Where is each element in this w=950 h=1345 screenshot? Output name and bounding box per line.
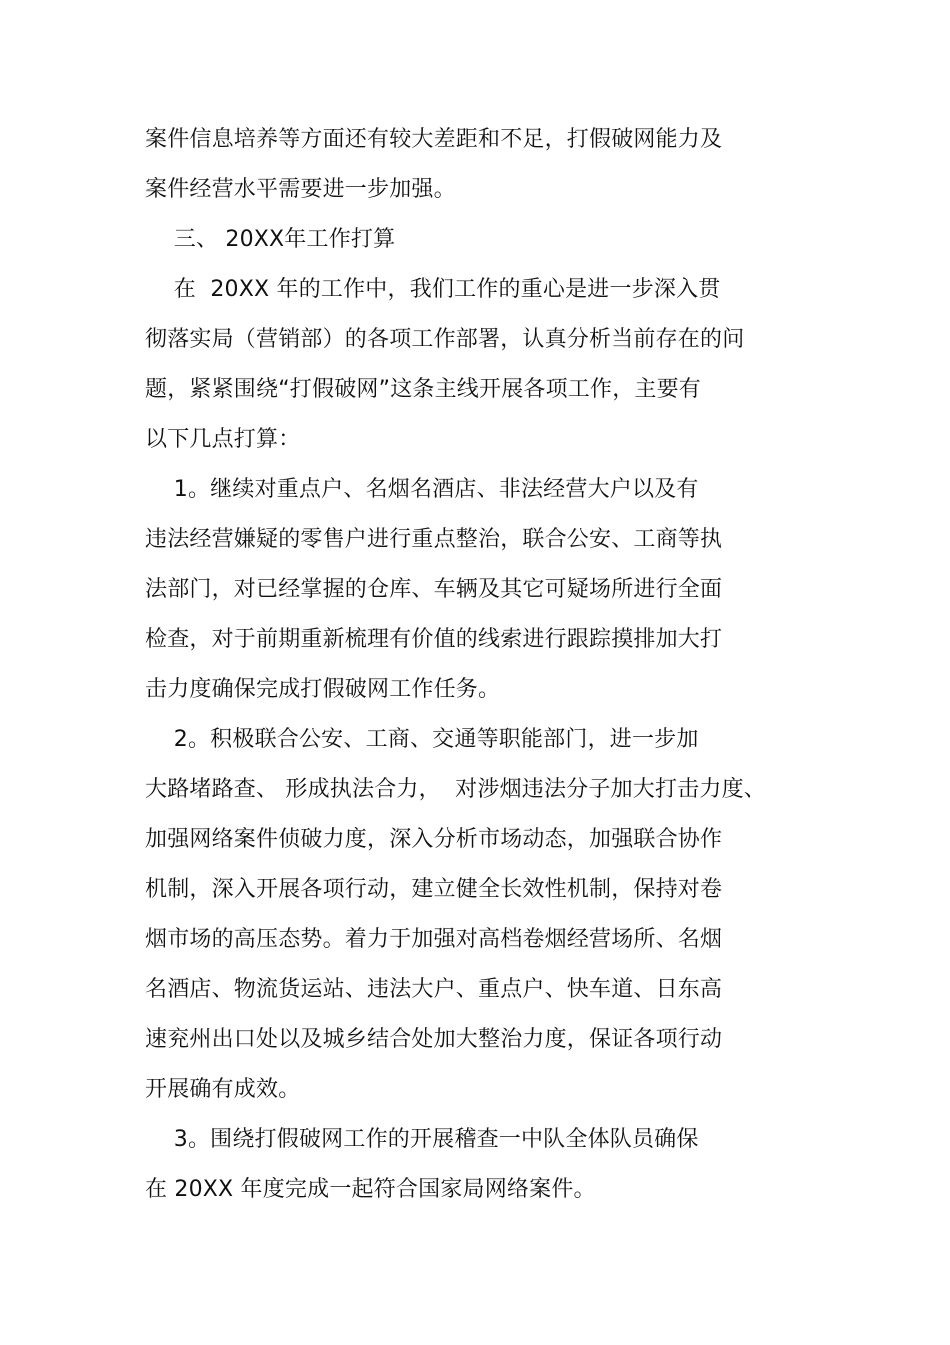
- text-line: 案件信息培养等方面还有较大差距和不足，打假破网能力及: [145, 127, 723, 152]
- text-line: 烟市场的高压态势。着力于加强对高档卷烟经营场所、名烟: [145, 927, 723, 952]
- text-line: 题，紧紧围绕“打假破网”这条主线开展各项工作，主要有: [145, 377, 701, 402]
- text-line: 彻落实局（营销部）的各项工作部署，认真分析当前存在的问: [145, 327, 745, 352]
- text-line: 在 20XX 年的工作中，我们工作的重心是进一步深入贯: [145, 277, 721, 302]
- text-line: 机制，深入开展各项行动，建立健全长效性机制，保持对卷: [145, 877, 723, 902]
- text-line: 击力度确保完成打假破网工作任务。: [145, 677, 501, 702]
- text-line: 检查，对于前期重新梳理有价值的线索进行跟踪摸排加大打: [145, 627, 723, 652]
- list-item-1: 1。继续对重点户、名烟名酒店、非法经营大户以及有: [145, 477, 699, 502]
- text-line: 加强网络案件侦破力度，深入分析市场动态，加强联合协作: [145, 827, 723, 852]
- text-line: 在 20XX 年度完成一起符合国家局网络案件。: [145, 1177, 596, 1202]
- text-line: 名酒店、物流货运站、违法大户、重点户、快车道、日东高: [145, 977, 723, 1002]
- text-line: 速兖州出口处以及城乡结合处加大整治力度，保证各项行动: [145, 1027, 723, 1052]
- text-line: 以下几点打算：: [145, 427, 301, 452]
- text-line: 法部门，对已经掌握的仓库、车辆及其它可疑场所进行全面: [145, 577, 723, 602]
- section-heading: 三、 20XX年工作打算: [145, 227, 396, 252]
- text-line: 大路堵路查、 形成执法合力， 对涉烟违法分子加大打击力度、: [145, 777, 766, 802]
- text-line: 违法经营嫌疑的零售户进行重点整治，联合公安、工商等执: [145, 527, 723, 552]
- list-item-2: 2。积极联合公安、工商、交通等职能部门，进一步加: [145, 727, 699, 752]
- text-line: 开展确有成效。: [145, 1077, 301, 1102]
- list-item-3: 3。围绕打假破网工作的开展稽查一中队全体队员确保: [145, 1127, 699, 1152]
- text-line: 案件经营水平需要进一步加强。: [145, 177, 456, 202]
